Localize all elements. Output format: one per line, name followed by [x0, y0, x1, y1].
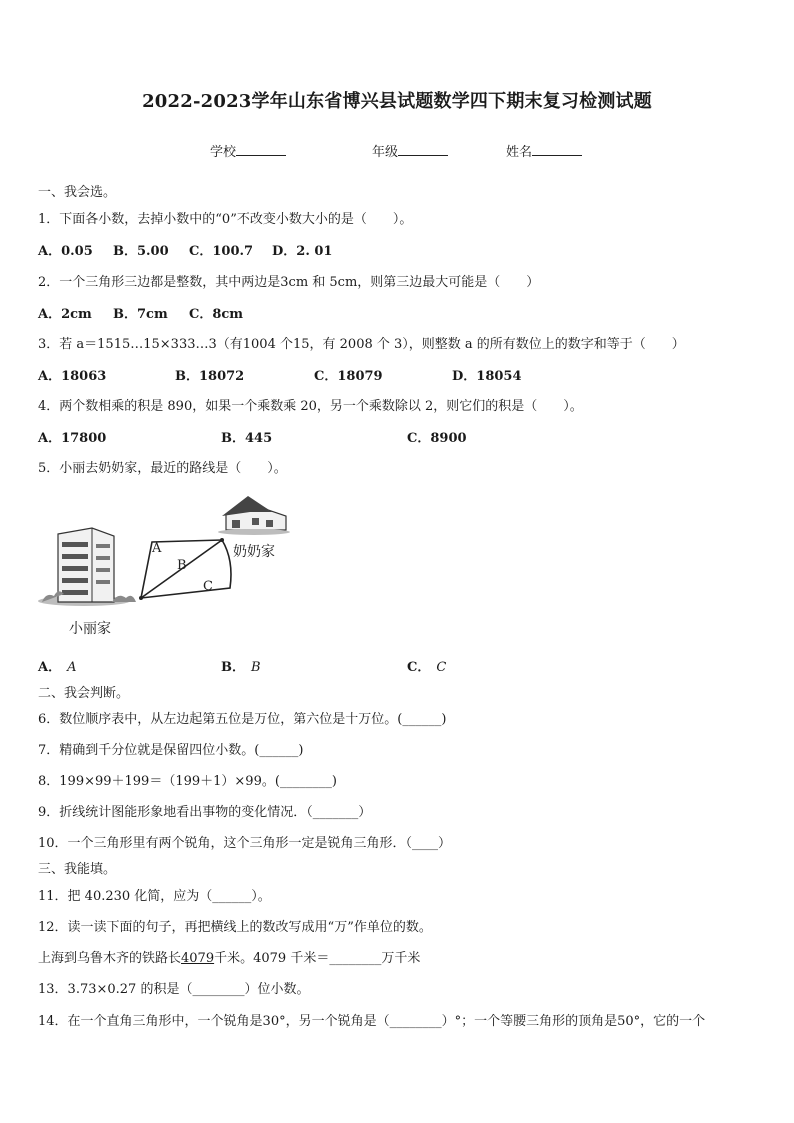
house-icon — [218, 496, 290, 535]
q2-option-a: A．2cm — [38, 307, 92, 322]
question-8: 8．199×99＋199＝（199＋1）×99。(________) — [38, 774, 337, 789]
question-2: 2．一个三角形三边都是整数，其中两边是3cm 和 5cm，则第三边最大可能是（ ） — [38, 275, 540, 290]
grade-label: 年级 — [372, 145, 399, 160]
name-field — [506, 141, 582, 160]
school-field — [210, 141, 286, 160]
q1-option-b: B．5.00 — [113, 244, 169, 259]
question-10: 10．一个三角形里有两个锐角，这个三角形一定是锐角三角形．（____） — [38, 836, 452, 851]
question-3: 3．若 a＝1515…15×333…3（有1004 个15，有 2008 个 3），则整数 a 的所有数位上的数字和等于（ ） — [38, 337, 685, 352]
question-13: 13．3.73×0.27 的积是（________）位小数。 — [38, 982, 310, 997]
q1-option-a: A．0.05 — [38, 244, 93, 259]
q5-option-c-letter: C — [436, 660, 447, 675]
section-2-heading: 二、我会判断。 — [38, 686, 130, 701]
q1-option-d: D．2. 01 — [272, 244, 333, 259]
q3-option-d: D．18054 — [452, 369, 522, 384]
question-9: 9．折线统计图能形象地看出事物的变化情况．（_______） — [38, 805, 372, 820]
q5-option-a-letter: A — [67, 660, 77, 675]
question-4: 4．两个数相乘的积是 890，如果一个乘数乘 20，另一个乘数除以 2，则它们的积是（ ）。 — [38, 399, 583, 414]
q3-option-a: A．18063 — [38, 369, 107, 384]
school-blank — [236, 143, 286, 156]
q4-option-c: C．8900 — [407, 431, 467, 446]
q3-option-b: B．18072 — [175, 369, 245, 384]
section-3-heading: 三、我能填。 — [38, 862, 117, 877]
question-12: 12．读一读下面的句子，再把横线上的数改写成用“万”作单位的数。 — [38, 920, 432, 935]
grade-blank — [398, 143, 448, 156]
grandma-label: 奶奶家 — [233, 544, 275, 560]
question-11: 11．把 40.230 化简，应为（______）。 — [38, 889, 271, 904]
name-label: 姓名 — [506, 145, 533, 160]
name-blank — [532, 143, 582, 156]
question-6: 6．数位顺序表中，从左边起第五位是万位，第六位是十万位。(______) — [38, 712, 447, 727]
q5-option-c: C． C — [407, 660, 447, 675]
q5-option-b-letter: B — [251, 660, 261, 675]
school-label: 学校 — [210, 145, 237, 160]
page-title: 2022-2023学年山东省博兴县试题数学四下期末复习检测试题 — [142, 91, 652, 112]
apartment-building-icon — [38, 528, 136, 606]
home-label: 小丽家 — [69, 621, 111, 637]
route-figure — [36, 490, 306, 640]
q2-option-c: C．8cm — [189, 307, 244, 322]
route-b-label: B — [177, 558, 187, 573]
route-a-label: A — [152, 541, 162, 556]
underlined-number: 4079 — [181, 951, 215, 966]
q4-option-a: A．17800 — [38, 431, 107, 446]
q5-option-b: B． B — [221, 660, 261, 675]
grade-field — [372, 141, 448, 160]
route-c-label: C — [203, 579, 213, 594]
question-7: 7．精确到千分位就是保留四位小数。(______) — [38, 743, 304, 758]
q1-option-c: C．100.7 — [189, 244, 254, 259]
q2-option-b: B．7cm — [113, 307, 168, 322]
question-5: 5．小丽去奶奶家，最近的路线是（ ）。 — [38, 461, 287, 476]
question-12-sentence: 上海到乌鲁木齐的铁路长4079千米。4079 千米＝________万千米 — [38, 951, 421, 966]
section-1-heading: 一、我会选。 — [38, 185, 117, 200]
question-14: 14．在一个直角三角形中，一个锐角是30°，另一个锐角是（________）°；一个等腰三角形的顶角是50°，它的一个 — [38, 1014, 706, 1029]
question-1: 1．下面各小数，去掉小数中的“0”不改变小数大小的是（ ）。 — [38, 212, 413, 227]
q5-option-a: A． A — [38, 660, 77, 675]
q3-option-c: C．18079 — [314, 369, 383, 384]
q4-option-b: B．445 — [221, 431, 273, 446]
